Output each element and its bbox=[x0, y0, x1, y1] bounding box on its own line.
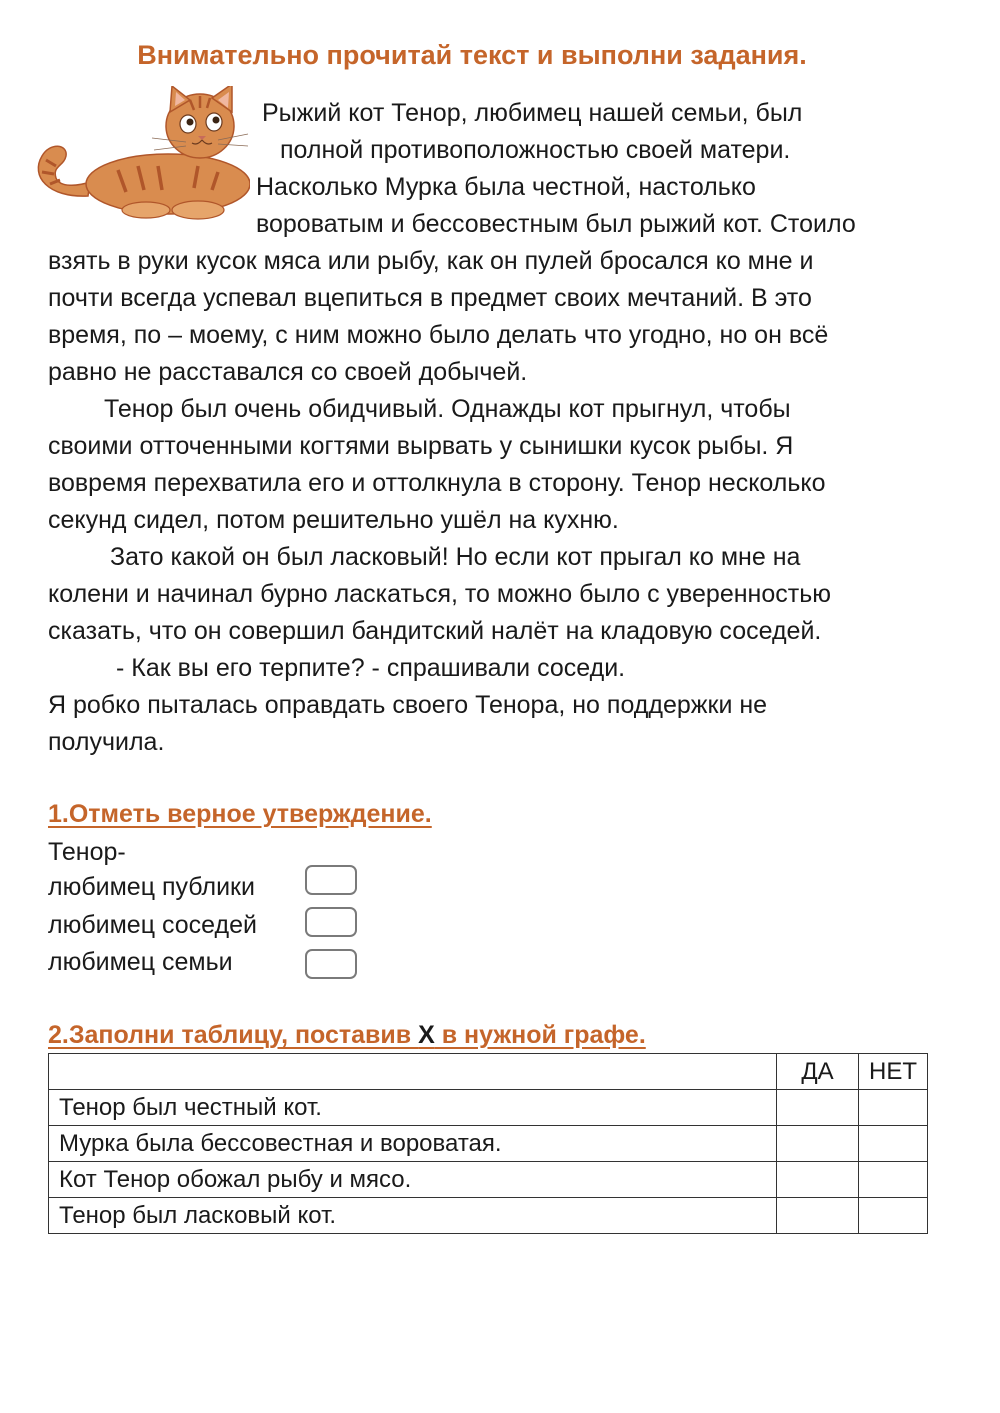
task1-heading: 1.Отметь верное утверждение. bbox=[48, 800, 432, 828]
statement-cell: Кот Тенор обожал рыбу и мясо. bbox=[49, 1162, 777, 1198]
no-cell[interactable] bbox=[858, 1090, 927, 1126]
option-checkbox-neighbors[interactable] bbox=[305, 907, 357, 937]
story-line: Рыжий кот Тенор, любимец нашей семьи, был bbox=[262, 99, 803, 127]
task2-heading-mark: X bbox=[418, 1021, 435, 1049]
no-cell[interactable] bbox=[858, 1126, 927, 1162]
table-header-row bbox=[49, 1054, 928, 1090]
story-line: вороватым и бессовестным был рыжий кот. Стоило bbox=[256, 210, 856, 238]
story-line: Зато какой он был ласковый! Но если кот прыгал ко мне на bbox=[110, 543, 801, 571]
option-label-public: любимец публики bbox=[48, 873, 255, 901]
story-line: получила. bbox=[48, 728, 165, 756]
answer-table bbox=[48, 1053, 928, 1234]
no-cell[interactable] bbox=[858, 1162, 927, 1198]
yes-cell[interactable] bbox=[777, 1162, 859, 1198]
page-title: Внимательно прочитай текст и выполни задания. bbox=[137, 40, 807, 70]
col-yes-header: ДА bbox=[777, 1054, 859, 1090]
story-line: равно не расставался со своей добычей. bbox=[48, 358, 528, 386]
story-line: взять в руки кусок мяса или рыбу, как он пулей бросался ко мне и bbox=[48, 247, 814, 275]
story-line: Насколько Мурка была честной, настолько bbox=[256, 173, 756, 201]
col-no-header: НЕТ bbox=[858, 1054, 927, 1090]
cat-illustration bbox=[28, 86, 250, 220]
table-row bbox=[49, 1198, 928, 1234]
table-header-empty bbox=[49, 1054, 777, 1090]
task1-lead: Тенор- bbox=[48, 838, 126, 866]
story-line: время, по – моему, с ним можно было делать что угодно, но он всё bbox=[48, 321, 829, 349]
story-line: - Как вы его терпите? - спрашивали соседи. bbox=[116, 654, 626, 682]
no-cell[interactable] bbox=[858, 1198, 927, 1234]
task2-heading-text-end: в нужной графе. bbox=[434, 1021, 646, 1049]
option-label-neighbors: любимец соседей bbox=[48, 911, 257, 939]
yes-cell[interactable] bbox=[777, 1090, 859, 1126]
yes-cell[interactable] bbox=[777, 1198, 859, 1234]
option-checkbox-public[interactable] bbox=[305, 865, 357, 895]
story-line: колени и начинал бурно ласкаться, то можно было с уверенностью bbox=[48, 580, 831, 608]
option-checkbox-family[interactable] bbox=[305, 949, 357, 979]
story-line: вовремя перехватила его и оттолкнула в сторону. Тенор несколько bbox=[48, 469, 826, 497]
story-line: полной противоположностью своей матери. bbox=[280, 136, 791, 164]
task2-heading-text: 2.Заполни таблицу, поставив bbox=[48, 1021, 419, 1049]
table-row bbox=[49, 1126, 928, 1162]
story-line: своими отточенными когтями вырвать у сынишки кусок рыбы. Я bbox=[48, 432, 794, 460]
option-label-family: любимец семьи bbox=[48, 948, 233, 976]
task2-heading bbox=[48, 1021, 646, 1050]
story-line: секунд сидел, потом решительно ушёл на кухню. bbox=[48, 506, 619, 534]
story-line: почти всегда успевал вцепиться в предмет своих мечтаний. В это bbox=[48, 284, 812, 312]
story-line: Я робко пыталась оправдать своего Тенора, но поддержки не bbox=[48, 691, 768, 719]
story-line: сказать, что он совершил бандитский налёт на кладовую соседей. bbox=[48, 617, 822, 645]
yes-cell[interactable] bbox=[777, 1126, 859, 1162]
table-row bbox=[49, 1162, 928, 1198]
table-row bbox=[49, 1090, 928, 1126]
statement-cell: Тенор был ласковый кот. bbox=[49, 1198, 777, 1234]
story-line: Тенор был очень обидчивый. Однажды кот прыгнул, чтобы bbox=[104, 395, 791, 423]
statement-cell: Мурка была бессовестная и вороватая. bbox=[49, 1126, 777, 1162]
statement-cell: Тенор был честный кот. bbox=[49, 1090, 777, 1126]
